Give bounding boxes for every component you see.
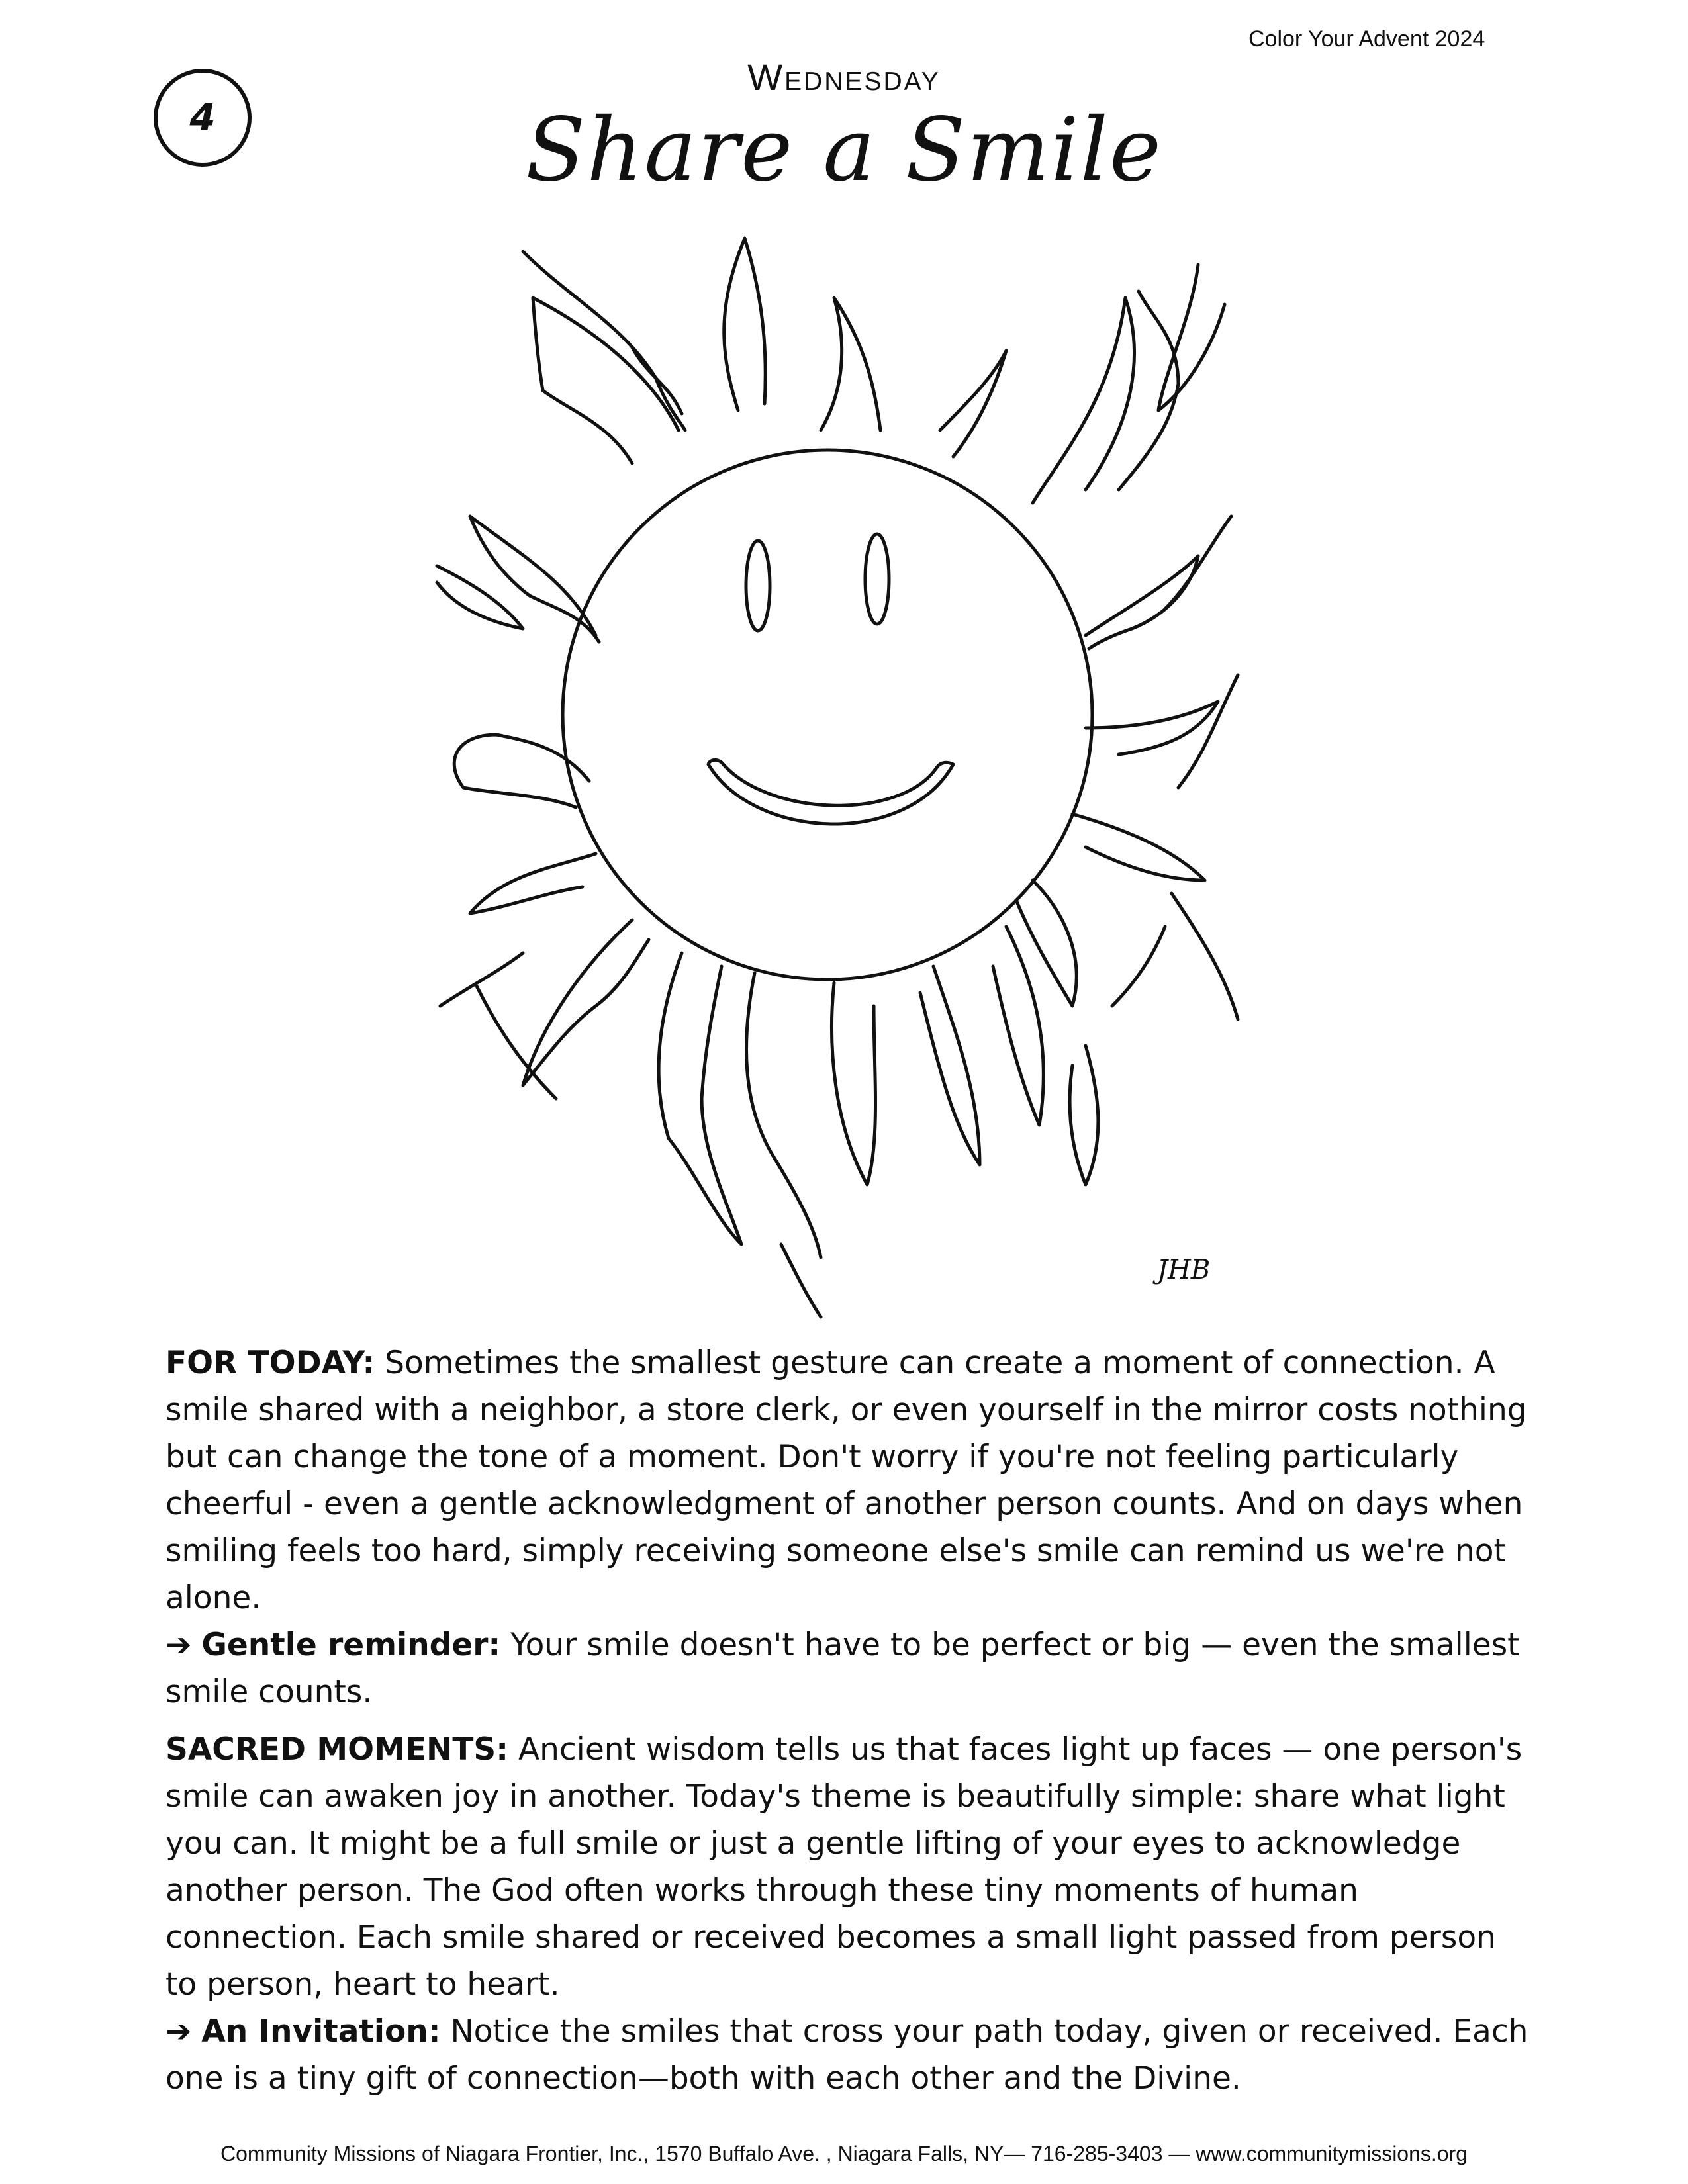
series-name: Color Your Advent 2024 (1248, 26, 1485, 52)
sun-ray (1072, 814, 1205, 880)
for-today-label: FOR TODAY: (165, 1345, 375, 1381)
sun-ray (821, 298, 880, 430)
sun-ray (1033, 298, 1135, 503)
sun-ray (470, 516, 599, 642)
gentle-reminder-paragraph (165, 1621, 1529, 1715)
sun-ray (437, 566, 523, 629)
sun-ray (747, 973, 821, 1257)
sun-ray (659, 953, 741, 1244)
sun-ray (470, 854, 596, 913)
sun-ray (1119, 291, 1178, 490)
sun-ray (1086, 702, 1218, 754)
sun-ray (1112, 927, 1165, 1006)
sun-ray (832, 983, 876, 1185)
sacred-moments-text: Ancient wisdom tells us that faces light up faces — one person's smile can awaken joy in another. Today's theme is beautifully simple: share what light you can. It might be a full smile or just a gentle lifting of your eyes to acknowledge another person. The God often works through these tiny moments of human connection. Each smile shared or received becomes a small light passed from person to person, heart to heart. (165, 1731, 1523, 2003)
sun-ray (1016, 880, 1076, 1006)
sun-ray (940, 351, 1006, 457)
arrow-right-icon: ➔ (165, 2013, 192, 2050)
footer-contact: Community Missions of Niagara Frontier, Inc., 1570 Buffalo Ave. , Niagara Falls, NY— 716-285-3403 — www.communitymissions.org (220, 2142, 1468, 2165)
smile-mouth (708, 760, 953, 824)
smiling-sun-illustration (371, 212, 1311, 1324)
sun-ray (781, 1244, 821, 1317)
sacred-moments-label: SACRED MOMENTS: (165, 1731, 509, 1768)
artist-signature: JHB (1157, 1255, 1211, 1285)
gentle-reminder-label: Gentle reminder: (201, 1627, 501, 1663)
invitation-text: Notice the smiles that cross your path today, given or received. Each one is a tiny gift of connection—both with each other and the Divine. (165, 2013, 1528, 2097)
right-eye (865, 534, 889, 624)
invitation-paragraph (165, 2008, 1529, 2102)
sun-ray (1086, 556, 1198, 649)
day-number: 4 (189, 96, 216, 140)
for-today-paragraph (165, 1340, 1529, 1621)
gentle-reminder-text: Your smile doesn't have to be perfect or big — even the smallest smile counts. (165, 1627, 1520, 1710)
sun-ray (1070, 1046, 1098, 1185)
devotional-text (165, 1340, 1529, 2102)
sun-ray (477, 986, 556, 1099)
sun-ray (523, 920, 649, 1085)
sun-ray (724, 238, 766, 410)
left-eye (746, 541, 770, 631)
weekday-heading: Wednesday (747, 56, 941, 98)
for-today-text: Sometimes the smallest gesture can create a moment of connection. A smile shared with a neighbor, a store clerk, or even yourself in the mirror costs nothing but can change the tone of a moment. Don't worry if you're not feeling particularly cheerful - even a gentle acknowledgment of another person counts. And on days when smiling feels too hard, simply receiving someone else's smile can remind us we're not alone. (165, 1345, 1527, 1616)
sun-ray (632, 347, 682, 414)
sun-ray (1172, 893, 1238, 1019)
sun-ray (920, 966, 980, 1165)
invitation-label: An Invitation: (201, 2013, 441, 2050)
sacred-moments-paragraph (165, 1726, 1529, 2008)
sun-face (563, 450, 1092, 979)
sun-ray (993, 927, 1043, 1125)
arrow-right-icon: ➔ (165, 1627, 192, 1663)
page-title: Share a Smile (525, 99, 1163, 201)
